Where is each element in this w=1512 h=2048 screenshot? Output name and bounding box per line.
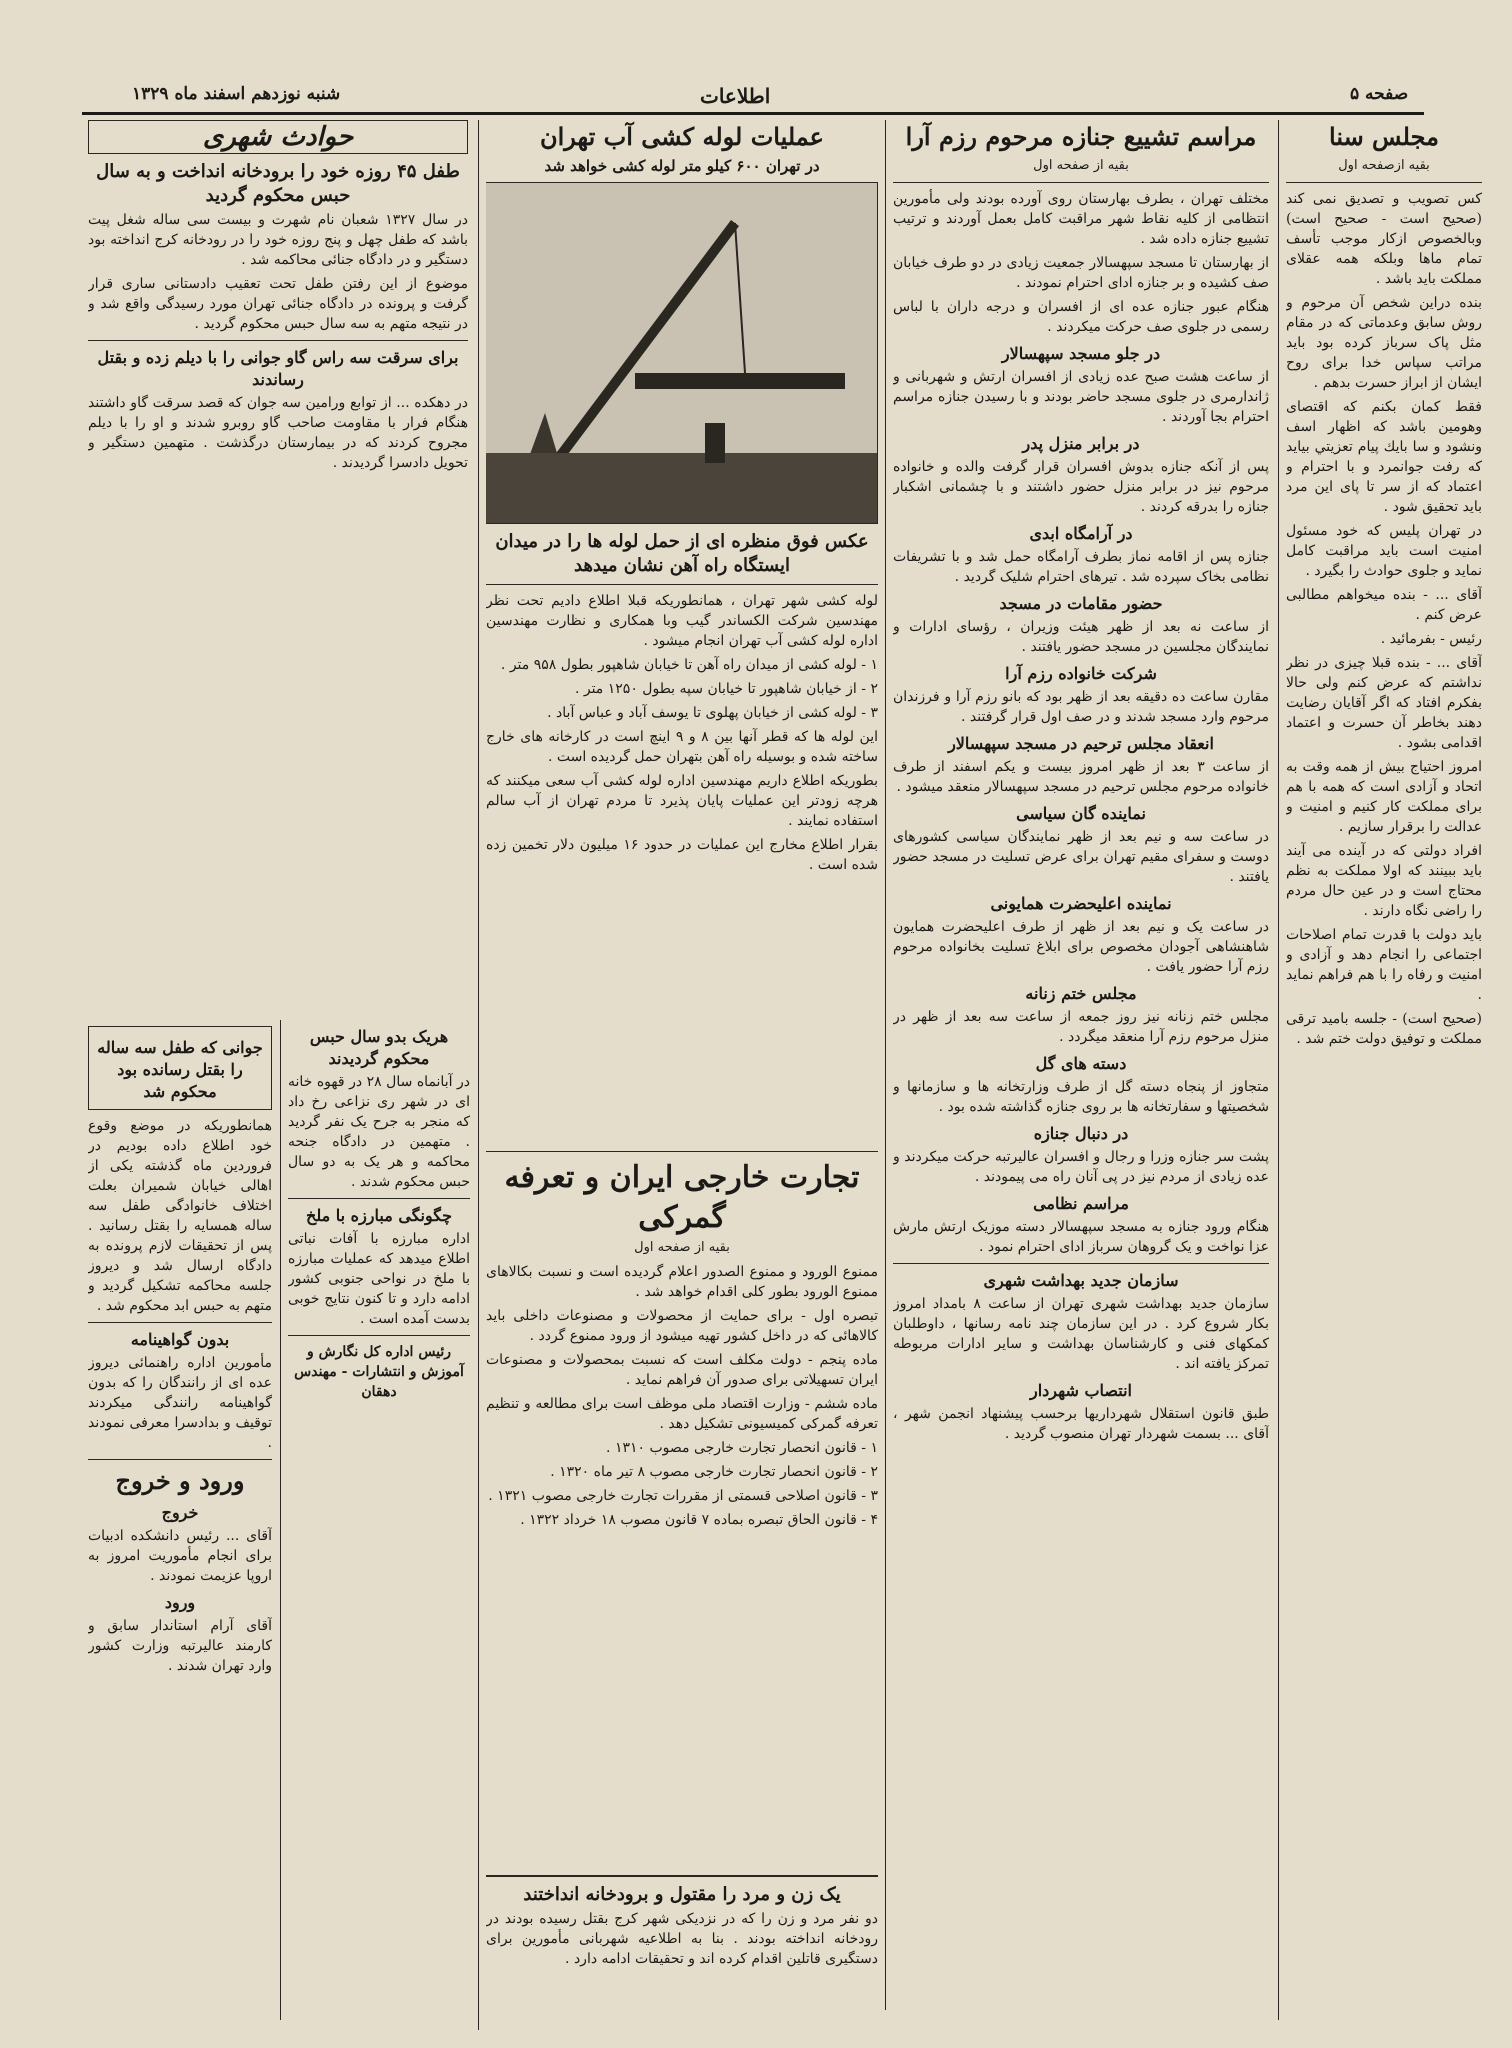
event-paragraph: در دهکده ... از توابع ورامین سه جوان که قصد سرقت گاو داشتند هنگام فرار با مقاومت صاحب گاو روبرو شدند و او را با دیلم مجروح کردند که در بیمارستان درگذشت . متهمین دستگیر و تحویل دادسرا گردیدند . [88,395,468,471]
subheading: در برابر منزل پدر [1022,434,1140,453]
funeral-paragraph: هنگام ورود جنازه به مسجد سپهسالار دسته موزیک ارتش مارش عزا نواخت و یک گروهان سرباز ادای احترام نمود . [893,1219,1269,1255]
senate-paragraph: افراد دولتی که در آینده می آیند باید ببینند که اولا مملکت به نظم محتاج است و در عین حال مردم را راضی نگاه دارند . [1286,843,1482,919]
divider [893,182,1269,183]
funeral-paragraph: مقارن ساعت ده دقیقه بعد از ظهر بود که بانو رزم آرا و فرزندان مرحوم وارد مسجد شدند و در صف اول قرار گرفتند . [893,689,1269,725]
column-divider [478,120,479,2030]
trade-continuation: بقیه از صفحه اول [634,1240,730,1255]
divider [1286,182,1482,183]
pipeline-paragraph: این لوله ها که قطر آنها بین ۸ و ۹ اینچ است در کارخانه های خارج ساخته شده و بوسیله راه آهن بتهران حمل گردیده است . [486,729,878,765]
travel-title: ورود و خروج [115,1466,245,1495]
bottom-headline: یک زن و مرد را مقتول و برودخانه انداختند [523,1884,841,1905]
issue-date: شنبه نوزدهم اسفند ماه ۱۳۲۹ [132,84,341,104]
trade-paragraph: تبصره اول - برای حمایت از محصولات و مصنوعات داخلی باید کالاهائی که در داخل کشور تهیه میشود از ورود ممنوع گردد . [486,1308,878,1344]
subheading: شرکت خانواده رزم آرا [1005,664,1157,683]
funeral-paragraph: از ساعت هشت صبح عده زیادی از افسران ارتش و شهربانی و ژاندارمری در جلوی مسجد حاضر بودند و با رسیدن جنازه مراسم احترام بجا آوردند . [893,369,1269,425]
subheading: نماینده گان سیاسی [1016,804,1146,823]
senate-paragraph: رئیس - بفرمائید . [1380,631,1482,647]
events-title: حوادث شهری [88,120,468,154]
divider [88,340,468,341]
funeral-paragraph: جنازه پس از اقامه نماز بطرف آرامگاه حمل شد و با تشریفات نظامی بخاک سپرده شد . تیرهای احترام شلیک گردید . [893,549,1269,585]
event-headline: جوانی که طفل سه ساله را بقتل رسانده بود محکوم شد [97,1038,263,1101]
senate-article [1286,120,1482,2020]
event-headline: برای سرقت سه راس گاو جوانی را با دیلم زده و بقتل رساندند [97,348,459,389]
divider [288,1335,470,1336]
subheading: انتصاب شهردار [1029,1381,1132,1400]
event-paragraph: اداره مبارزه با آفات نباتی اطلاع میدهد که عملیات مبارزه با ملخ در نواحی جنوبی کشور ادامه دارد و تا کنون نتایج خوبی بدست آمده است . [288,1231,470,1327]
trade-paragraph: ممنوع الورود و ممنوع الصدور اعلام گردیده است و نسبت بکالاهای ممنوع الورود بطور کلی اقدام خواهد شد . [486,1264,878,1300]
senate-paragraph: امروز احتیاج بیش از همه وقت به اتحاد و آزادی است که همه با هم برای مملکت کار کنیم و امنیت و عدالت را برقرار سازیم . [1286,759,1482,835]
senate-paragraph: در تهران پلیس که خود مسئول امنیت است باید مراقبت کامل نماید و جلوی حوادث را بگیرد . [1286,523,1482,579]
pipe-load [635,373,845,389]
org-paragraph: سازمان جدید بهداشت شهری تهران از ساعت ۸ بامداد امروز بکار شروع کرد . در این سازمان چند نامه رسانها ، داوطلبان کمکهای فنی و کارشناسان بهداشت و سایر ادارات مربوطه تمرکز یافته اند . [893,1296,1269,1372]
funeral-paragraph: در ساعت سه و نیم بعد از ظهر نمایندگان سیاسی کشورهای دوست و سفرای مقیم تهران برای عرض تسلیت در مسجد حضور یافتند . [893,829,1269,885]
trade-paragraph: ۳ - قانون اصلاحی قسمتی از مقررات تجارت خارجی مصوب ۱۳۲۱ . [488,1488,878,1504]
funeral-paragraph: از بهارستان تا مسجد سپهسالار جمعیت زیادی در دو طرف خیابان صف کشیده و بر جنازه ادای احترام نمودند . [893,255,1269,291]
trade-paragraph: ماده پنجم - دولت مکلف است که نسبت بمحصولات و مصنوعات ایران تسهیلاتی برای صدور آن فراهم نماید . [486,1352,878,1388]
event-headline: طفل ۴۵ روزه خود را برودخانه انداخت و به سال حبس محکوم گردید [96,161,460,206]
header-rule [82,112,1424,115]
bottom-paragraph: دو نفر مرد و زن را که در نزدیکی شهر کرج بقتل رسیده بودند در رودخانه انداخته بودند . بنا به اطلاعیه شهربانی مأمورین برای دستگیری قاتلین اقدام کرده اند و تحقیقات ادامه دارد . [486,1911,878,1967]
middle-lower-column [288,1020,470,1930]
trade-title: تجارت خارجی ایران و تعرفه گمرکی [504,1160,860,1235]
funeral-paragraph: پس از آنکه جنازه بدوش افسران قرار گرفت والده و خانواده مرحوم نیز در برابر منزل حضور داشتند و با چشمانی اشکبار جنازه را بدرقه کردند . [893,459,1269,515]
senate-title: مجلس سنا [1329,122,1439,151]
left-lower-column [88,1020,272,2020]
funeral-title: مراسم تشییع جنازه مرحوم رزم آرا [905,122,1257,151]
event-headline: بدون گواهینامه [130,1330,230,1349]
event-headline: چگونگی مبارزه با ملخ [306,1206,452,1225]
senate-paragraph: فقط کمان بکنم که اقتصای وهومین باشد که اظهار اسف ونشود و سا بايك پيام تعزيتي بيايد که رفت جوانمرد و با احترام و اعتماد که از سر تا پای این مرد باید تحقیق شود . [1286,399,1482,515]
senate-paragraph: کس تصویب و تصدیق نمی کند (صحیح است - صحیح است) وبالخصوص ازکار موجب تأسف تمام ماها وبلکه همه عقلای مملکت باید باشد . [1286,191,1482,287]
divider [88,1459,272,1460]
event-box [88,1026,272,1110]
subheading: انعقاد مجلس ترحیم در مسجد سپهسالار [948,734,1214,753]
crowd [486,453,877,523]
funeral-paragraph: هنگام عبور جنازه عده ای از افسران و درجه داران با لباس رسمی در جلوی صف حرکت میکردند . [893,299,1269,335]
divider [893,1263,1269,1264]
travel-paragraph: آقای آرام استاندار سابق و کارمند عالیرتبه وزارت کشور وارد تهران شدند . [88,1618,272,1674]
crane-image [486,183,877,523]
trade-paragraph: ۲ - قانون انحصار تجارت خارجی مصوب ۸ تیر ماه ۱۳۲۰ . [550,1464,878,1480]
org-paragraph: طبق قانون استقلال شهرداریها برحسب پیشنهاد انجمن شهر ، آقای ... بسمت شهردار تهران منصوب گردید . [893,1406,1269,1442]
funeral-paragraph: متجاوز از پنجاه دسته گل از طرف وزارتخانه ها و سازمانها و شخصیتها و سفارتخانه ها بر روی جنازه گذاشته شده بود . [893,1079,1269,1115]
senate-paragraph: آقای ... - بنده میخواهم مطالبی عرض کنم . [1286,587,1482,623]
senate-paragraph: (صحیح است) - جلسه بامید ترقی مملکت و توفیق دولت ختم شد . [1286,1011,1482,1047]
city-events [88,120,468,1010]
event-paragraph: همانطوریکه در موضع وقوع خود اطلاع داده بودیم در فروردین ماه گذشته یکی از اهالی خیابان شمیران بعلت اختلاف خانوادگی طفل سه ساله همسایه را بقتل رسانید . پس از تحقیقات لازم پرونده به دادگاه ارسال شد و دیروز جلسه محاکمه تشکیل گردید و متهم به حبس ابد محکوم شد . [88,1118,272,1314]
subheading: مجلس ختم زنانه [1025,984,1137,1003]
subheading: حضور مقامات در مسجد [999,594,1163,613]
divider [486,1151,878,1152]
senate-paragraph: بنده دراین شخص آن مرحوم و روش سابق وعدماتی که در مقام مثل پاک سرباز کرده بود باید مراتب سپاس خدا برای روح ایشان از ابراز حسرت بدهم . [1286,295,1482,391]
pipeline-article [486,120,878,1135]
senate-paragraph: آقای ... - بنده قبلا چیزی در نظر نداشتم که عرض کنم ولی حالا بفکرم افتاد که اگر آقایان رضایت دهند بخاطر آن حسرت و اعتماد اقدامی بشود . [1286,655,1482,751]
column-divider [280,1020,281,2020]
funeral-continuation: بقیه از صفحه اول [1033,158,1129,173]
subheading: در آرامگاه ابدی [1029,524,1133,543]
divider [486,584,878,585]
pipeline-paragraph: ۱ - لوله کشی از میدان راه آهن تا خیابان شاهپور بطول ۹۵۸ متر . [500,657,878,673]
funeral-paragraph: از ساعت نه بعد از ظهر هیئت وزیران ، رؤسای ادارات و نمایندگان مجلسین در مسجد حضور یافتند . [893,619,1269,655]
page-number: صفحه ۵ [1350,84,1409,104]
trade-article [486,1145,878,1865]
subheading: در جلو مسجد سپهسالار [1001,344,1161,363]
event-paragraph: مأمورین اداره راهنمائی دیروز عده ای از رانندگان را که بدون گواهینامه رانندگی میکردند توقیف و بدادسرا معرفی نمودند . [88,1355,272,1451]
travel-heading: خروج [161,1503,199,1522]
photo-caption: عکس فوق منظره ای از حمل لوله ها را در میدان ایستگاه راه آهن نشان میدهد [495,531,869,576]
pipeline-paragraph: بطوریکه اطلاع داریم مهندسین اداره لوله کشی آب سعی میکنند که هرچه زودتر این عملیات پایان پذیرد تا مردم تهران از آب سالم استفاده نمایند . [486,773,878,829]
funeral-article [893,120,1269,2015]
divider [288,1198,470,1199]
funeral-paragraph: پشت سر جنازه وزرا و رجال و افسران عالیرتبه حرکت میکردند و عده زیادی از مردم نیز در پی آنان راه می پیمودند . [893,1149,1269,1185]
pipeline-paragraph: بقرار اطلاع مخارج این عملیات در حدود ۱۶ میلیون دلار تخمین زده شده است . [486,837,878,873]
event-headline: هریک بدو سال حبس محکوم گردیدند [309,1027,449,1068]
column-divider [885,120,886,2010]
subheading: نماینده اعلیحضرت همایونی [990,894,1172,913]
funeral-paragraph: در ساعت یک و نیم بعد از ظهر از طرف اعلیحضرت همایون شاهنشاهی آجودان مخصوص برای ابلاغ تسلیت بخانواده مرحوم رزم آرا حضور یافت . [893,919,1269,975]
pipeline-paragraph: لوله کشی شهر تهران ، همانطوریکه قبلا اطلاع دادیم تحت نظر مهندسین شرکت الکساندر گیب وبا همکاری و نظارت مهندسین اداره لوله کشی آب تهران انجام میشود . [486,593,878,649]
subheading: دسته های گل [1035,1054,1127,1073]
funeral-paragraph: مجلس ختم زنانه نیز روز جمعه از ساعت سه بعد از ظهر در منزل مرحوم رزم آرا منعقد میگردد . [893,1009,1269,1045]
trade-paragraph: ۱ - قانون انحصار تجارت خارجی مصوب ۱۳۱۰ . [606,1440,878,1456]
crane-photo [486,182,878,524]
pipeline-subtitle: در تهران ۶۰۰ کیلو متر لوله کشی خواهد شد [544,157,820,175]
pipeline-paragraph: ۳ - لوله کشی از خیابان پهلوی تا یوسف آباد و عباس آباد . [547,705,878,721]
senate-paragraph: باید دولت با قدرت تمام اصلاحات اجتماعی را انجام دهد و آزادی و امنیت و رفاه را با هم فراهم نماید . [1286,927,1482,1003]
senate-continuation: بقیه ازصفحه اول [1338,158,1430,173]
pipeline-title: عملیات لوله کشی آب تهران [540,122,824,151]
bottom-story [486,1875,878,2027]
pipeline-paragraph: ۲ - از خیابان شاهپور تا خیابان سپه بطول ۱۲۵۰ متر . [574,681,878,697]
funeral-paragraph: از ساعت ۳ بعد از ظهر امروز بیست و یکم اسفند از طرف خانواده مرحوم مجلس ترحیم در مسجد سپهسالار منعقد میشود . [893,759,1269,795]
signature: رئیس اداره کل نگارش و آموزش و انتشارات - مهندس دهقان [294,1344,464,1400]
subheading: مراسم نظامی [1033,1194,1129,1213]
org-title: سازمان جدید بهداشت شهری [983,1271,1179,1290]
trade-paragraph: ماده ششم - وزارت اقتصاد ملی موظف است برای مطالعه و تنظیم تعرفه گمرکی کمیسیونی تشکیل دهد . [486,1396,878,1432]
funeral-paragraph: مختلف تهران ، بطرف بهارستان روی آورده بودند ولی مأمورین انتظامی از کلیه نقاط شهر مراقبت کامل بعمل آوردند و ترتیب تشییع جنازه داده شد . [893,191,1269,247]
event-paragraph: در آبانماه سال ۲۸ در قهوه خانه ای در شهر ری نزاعی رخ داد که منجر به جرح یک نفر گردید . متهمین در دادگاه جنحه محاکمه و هر یک به دو سال حبس محکوم شدند . [288,1074,470,1190]
travel-paragraph: آقای ... رئیس دانشکده ادبیات برای انجام مأموریت امروز به اروپا عزیمت نمودند . [88,1528,272,1584]
newspaper-name: اطلاعات [700,84,771,108]
divider [88,1322,272,1323]
statue [705,423,725,463]
column-divider [1278,120,1279,2020]
event-paragraph: موضوع از این رفتن طفل تحت تعقیب دادستانی ساری قرار گرفت و پرونده در دادگاه جنائی تهران مورد رسیدگی واقع شد و در نتیجه متهم به سه سال حبس محکوم گردید . [88,276,468,332]
subheading: در دنبال جنازه [1033,1124,1129,1143]
trade-paragraph: ۴ - قانون الحاق تبصره بماده ۷ قانون مصوب ۱۸ خرداد ۱۳۲۲ . [520,1512,878,1528]
event-paragraph: در سال ۱۳۲۷ شعبان نام شهرت و بیست سی ساله شغل پیت باشد که طفل چهل و پنج روزه خود را در رودخانه کرج انداخته بود دستگیر و در دادگاه جنائی محاکمه شد . [88,212,468,268]
travel-heading: ورود [164,1593,196,1612]
